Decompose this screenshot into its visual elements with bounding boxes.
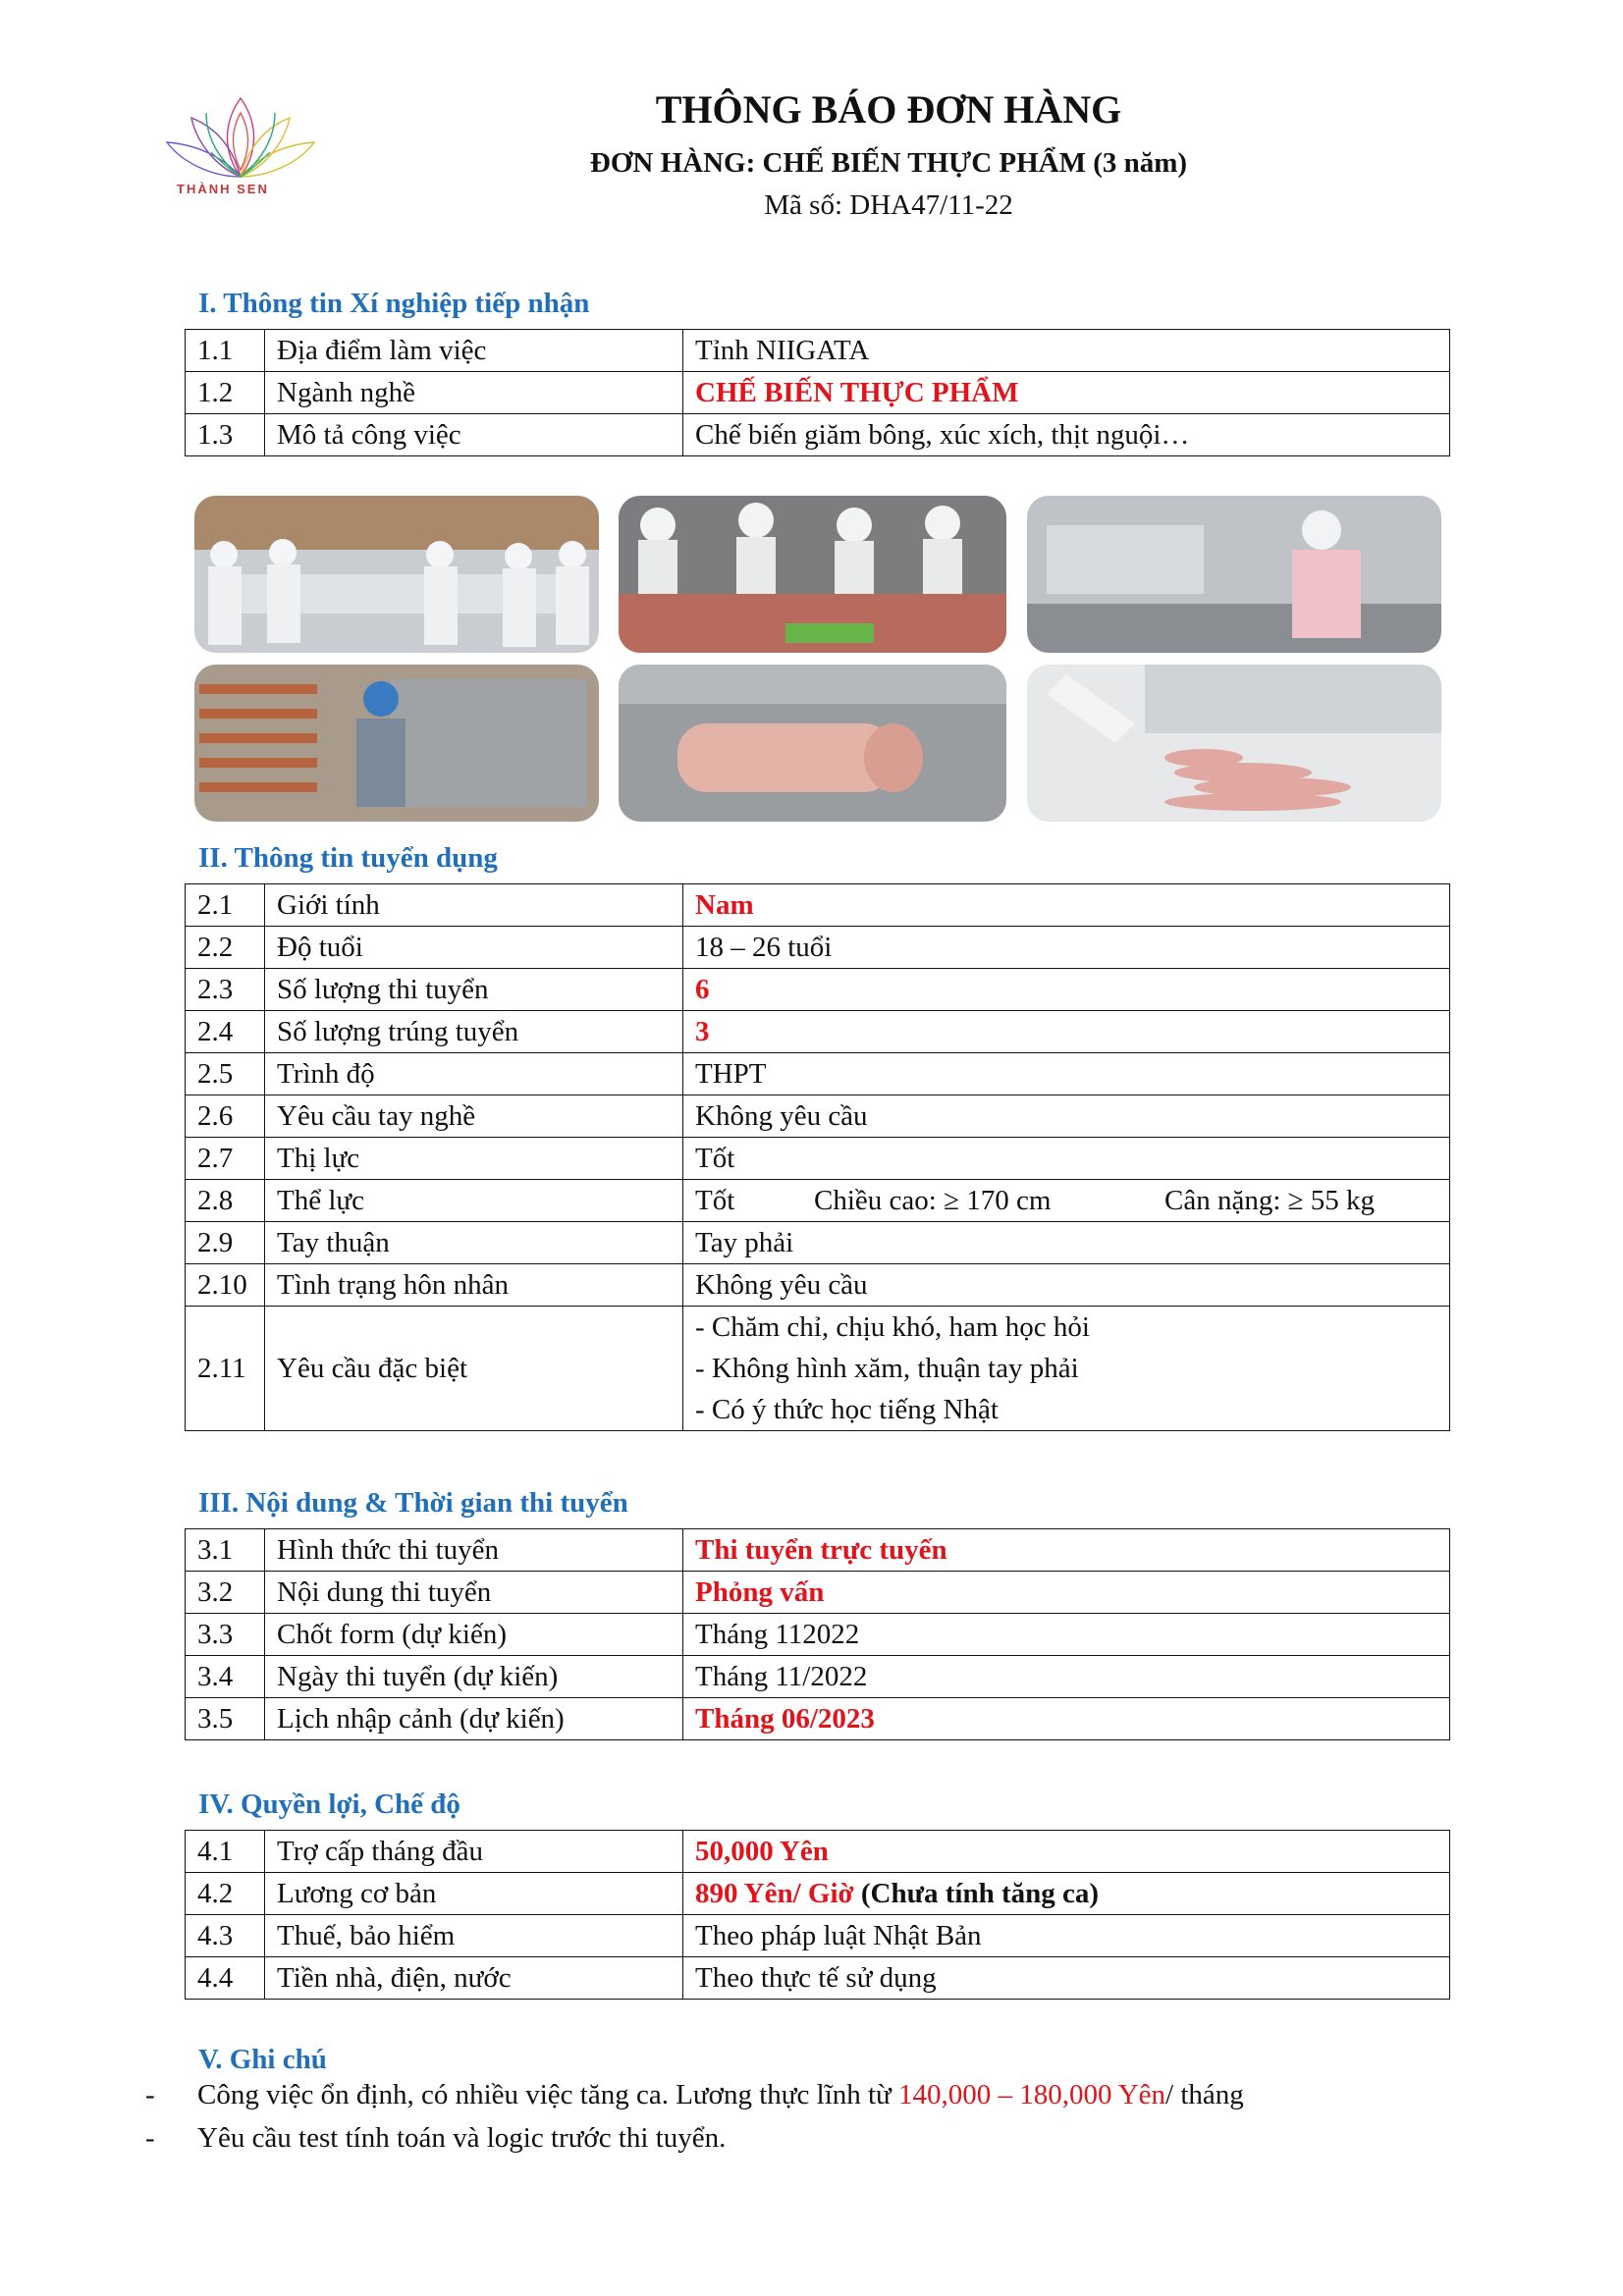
row-number: 2.10 — [186, 1264, 265, 1307]
table-row — [186, 1529, 1450, 1572]
row-label: Yêu cầu tay nghề — [265, 1095, 683, 1138]
workplace-photo — [1027, 496, 1441, 653]
table-row — [186, 1264, 1450, 1307]
exam-info-table — [185, 1528, 1450, 1740]
row-label: Trợ cấp tháng đầu — [265, 1831, 683, 1873]
row-label: Lương cơ bản — [265, 1873, 683, 1915]
workplace-photo — [194, 496, 599, 653]
table-row — [186, 969, 1450, 1011]
row-value: 18 – 26 tuổi — [683, 927, 1450, 969]
row-number: 1.2 — [186, 372, 265, 414]
note-text — [197, 2079, 1244, 2111]
workplace-photo — [194, 665, 599, 822]
row-number: 2.8 — [186, 1180, 265, 1222]
row-value: THPT — [683, 1053, 1450, 1095]
row-value: Tháng 11/2022 — [683, 1656, 1450, 1698]
row-value: CHẾ BIẾN THỰC PHẨM — [683, 372, 1450, 414]
section-3-title: III. Nội dung & Thời gian thi tuyển — [198, 1487, 628, 1519]
row-number: 2.3 — [186, 969, 265, 1011]
row-value — [683, 1180, 1450, 1222]
logo-text: THÀNH SEN — [177, 182, 269, 196]
table-row — [186, 372, 1450, 414]
row-label: Số lượng trúng tuyển — [265, 1011, 683, 1053]
row-label: Ngày thi tuyển (dự kiến) — [265, 1656, 683, 1698]
table-row — [186, 330, 1450, 372]
row-number: 4.3 — [186, 1915, 265, 1957]
company-info-table — [185, 329, 1450, 456]
height-requirement: Chiều cao: ≥ 170 cm — [814, 1184, 1052, 1216]
row-value: Theo pháp luật Nhật Bản — [683, 1915, 1450, 1957]
row-label: Tình trạng hôn nhân — [265, 1264, 683, 1307]
row-value: Tỉnh NIIGATA — [683, 330, 1450, 372]
row-number: 4.1 — [186, 1831, 265, 1873]
row-number: 2.11 — [186, 1307, 265, 1431]
row-number: 2.6 — [186, 1095, 265, 1138]
workplace-photo — [619, 665, 1006, 822]
row-label: Độ tuổi — [265, 927, 683, 969]
note-bullet: - — [145, 2079, 155, 2110]
table-row — [186, 1614, 1450, 1656]
note-text-part: Yêu cầu test tính toán và logic trước thi tuyển. — [197, 2122, 727, 2154]
table-row — [186, 1307, 1450, 1431]
row-number: 4.4 — [186, 1957, 265, 2000]
row-label: Thuế, bảo hiểm — [265, 1915, 683, 1957]
row-label: Chốt form (dự kiến) — [265, 1614, 683, 1656]
row-number: 3.3 — [186, 1614, 265, 1656]
row-label: Địa điểm làm việc — [265, 330, 683, 372]
row-value: Tháng 112022 — [683, 1614, 1450, 1656]
row-label: Yêu cầu đặc biệt — [265, 1307, 683, 1431]
benefits-table — [185, 1830, 1450, 2000]
row-number: 2.5 — [186, 1053, 265, 1095]
salary-note: (Chưa tính tăng ca) — [853, 1877, 1100, 1909]
table-row — [186, 1222, 1450, 1264]
row-number: 1.3 — [186, 414, 265, 456]
table-row — [186, 1957, 1450, 2000]
row-value — [683, 1307, 1450, 1431]
note-text — [197, 2122, 726, 2155]
row-label: Số lượng thi tuyển — [265, 969, 683, 1011]
table-row — [186, 1656, 1450, 1698]
row-label: Trình độ — [265, 1053, 683, 1095]
row-number: 2.4 — [186, 1011, 265, 1053]
row-value: 3 — [683, 1011, 1450, 1053]
row-number: 1.1 — [186, 330, 265, 372]
row-value: Tốt — [683, 1138, 1450, 1180]
row-value: Phỏng vấn — [683, 1572, 1450, 1614]
table-row — [186, 1698, 1450, 1740]
recruitment-info-table — [185, 883, 1450, 1431]
order-code: Mã số: DHA47/11-22 — [764, 189, 1013, 221]
note-bullet: - — [145, 2122, 155, 2154]
row-value: Tháng 06/2023 — [683, 1698, 1450, 1740]
row-number: 2.1 — [186, 884, 265, 927]
table-row — [186, 884, 1450, 927]
row-label: Thể lực — [265, 1180, 683, 1222]
table-row — [186, 1095, 1450, 1138]
workplace-photos — [194, 496, 1441, 822]
table-row — [186, 927, 1450, 969]
row-number: 2.2 — [186, 927, 265, 969]
table-row — [186, 1138, 1450, 1180]
section-2-title: II. Thông tin tuyển dụng — [198, 842, 498, 874]
table-row — [186, 1053, 1450, 1095]
table-row — [186, 414, 1450, 456]
row-number: 4.2 — [186, 1873, 265, 1915]
special-requirement: - Có ý thức học tiếng Nhật — [695, 1394, 999, 1425]
row-value: Không yêu cầu — [683, 1095, 1450, 1138]
row-value: 50,000 Yên — [683, 1831, 1450, 1873]
row-value: Tay phải — [683, 1222, 1450, 1264]
workplace-photo — [1027, 665, 1441, 822]
table-row — [186, 1572, 1450, 1614]
table-row — [186, 1180, 1450, 1222]
row-value: Không yêu cầu — [683, 1264, 1450, 1307]
special-requirement: - Không hình xăm, thuận tay phải — [695, 1353, 1079, 1384]
note-text-part: Công việc ổn định, có nhiều việc tăng ca. Lương thực lĩnh từ — [197, 2079, 899, 2110]
workplace-photo — [619, 496, 1006, 653]
table-row — [186, 1831, 1450, 1873]
row-value: Chế biến giăm bông, xúc xích, thịt nguội… — [683, 414, 1450, 456]
row-value: 6 — [683, 969, 1450, 1011]
section-1-title: I. Thông tin Xí nghiệp tiếp nhận — [198, 288, 590, 319]
section-4-title: IV. Quyền lợi, Chế độ — [198, 1789, 460, 1820]
row-value: Theo thực tế sử dụng — [683, 1957, 1450, 2000]
row-label: Nội dung thi tuyển — [265, 1572, 683, 1614]
row-number: 3.2 — [186, 1572, 265, 1614]
row-number: 2.7 — [186, 1138, 265, 1180]
document-subtitle: ĐƠN HÀNG: CHẾ BIẾN THỰC PHẨM (3 năm) — [589, 147, 1188, 179]
row-label: Lịch nhập cảnh (dự kiến) — [265, 1698, 683, 1740]
special-requirement: - Chăm chỉ, chịu khó, ham học hỏi — [695, 1311, 1090, 1343]
weight-requirement: Cân nặng: ≥ 55 kg — [1164, 1184, 1376, 1216]
row-label: Mô tả công việc — [265, 414, 683, 456]
note-text-part: / tháng — [1165, 2079, 1244, 2110]
row-label: Ngành nghề — [265, 372, 683, 414]
row-value: Nam — [683, 884, 1450, 927]
table-row — [186, 1873, 1450, 1915]
fitness-value: Tốt — [695, 1184, 735, 1216]
salary-range: 140,000 – 180,000 Yên — [898, 2079, 1166, 2110]
row-number: 2.9 — [186, 1222, 265, 1264]
row-number: 3.1 — [186, 1529, 265, 1572]
row-value: Thi tuyển trực tuyến — [683, 1529, 1450, 1572]
row-label: Tay thuận — [265, 1222, 683, 1264]
row-label: Giới tính — [265, 884, 683, 927]
row-number: 3.5 — [186, 1698, 265, 1740]
row-value — [683, 1873, 1450, 1915]
row-label: Thị lực — [265, 1138, 683, 1180]
table-row — [186, 1915, 1450, 1957]
row-label: Tiền nhà, điện, nước — [265, 1957, 683, 2000]
document-title: THÔNG BÁO ĐƠN HÀNG — [655, 87, 1122, 132]
section-5-title: V. Ghi chú — [198, 2044, 327, 2075]
table-row — [186, 1011, 1450, 1053]
base-salary: 890 Yên/ Giờ — [695, 1877, 854, 1909]
row-number: 3.4 — [186, 1656, 265, 1698]
row-label: Hình thức thi tuyển — [265, 1529, 683, 1572]
